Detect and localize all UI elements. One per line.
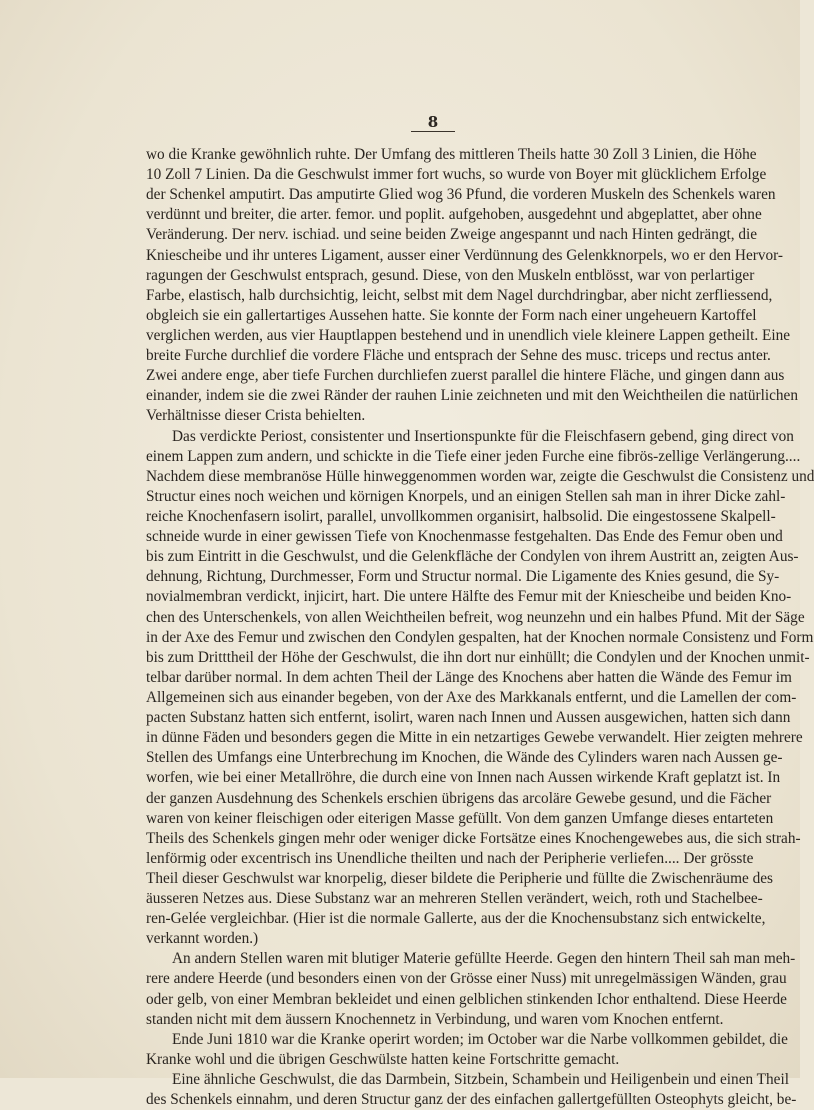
text-line: Kranke wohl und die übrigen Geschwülste hatten keine Fortschritte gemacht.	[146, 1050, 620, 1068]
text-line: Nachdem diese membranöse Hülle hinweggenommen worden war, zeigte die Geschwulst die Consistenz und	[146, 467, 814, 485]
text-line: verkannt worden.)	[146, 930, 259, 948]
page-number: 8	[411, 114, 455, 132]
text-line: waren von keiner fleischigen oder eiterigen Masse gefüllt. Von dem ganzen Umfange dieses entarteten	[146, 809, 774, 827]
text-line: standen nicht mit dem äussern Knochennetz in Verbindung, und waren vom Knochen entfernt.	[146, 1010, 724, 1028]
text-line: in dünne Fäden und besonders gegen die Mitte in ein netzartiges Gewebe verwandelt. Hier zeigten mehrere	[146, 729, 803, 747]
text-line: Zwei andere enge, aber tiefe Furchen durchliefen zuerst parallel die hintere Fläche, und gingen dann aus	[146, 367, 785, 385]
text-line: 10 Zoll 7 Linien. Da die Geschwulst immer fort wuchs, so wurde von Boyer mit glücklichem Erfolge	[146, 166, 767, 184]
text-line: verglichen werden, aus vier Hauptlappen bestehend und in unendlich viele kleinere Lappen getheilt. Eine	[146, 326, 791, 344]
text-line: worfen, wie bei einer Metallröhre, die durch eine von Innen nach Aussen wirkende Kraft geplatzt ist. In	[146, 769, 781, 787]
text-line: telbar darüber normal. In dem achten Theil der Länge des Knochens aber hatten die Wände des Femur im	[146, 668, 792, 686]
text-line: An andern Stellen waren mit blutiger Materie gefüllte Heerde. Gegen den hintern Theil sah man meh-	[172, 950, 796, 968]
text-line: lenförmig oder excentrisch ins Unendliche theilten und nach der Peripherie verliefen.... Der grösste	[146, 849, 754, 867]
text-line: ragungen der Geschwulst entsprach, gesund. Diese, von den Muskeln entblösst, war von perlartiger	[146, 266, 755, 284]
text-line: Das verdickte Periost, consistenter und Insertionspunkte für die Fleischfasern gebend, ging direct von	[172, 427, 794, 445]
text-line: Stellen des Umfangs eine Unterbrechung im Knochen, die Wände des Cylinders waren nach Aussen ge-	[146, 749, 783, 767]
text-line: oder gelb, von einer Membran bekleidet und einen gelblichen stinkenden Ichor enthaltend. Diese Heerde	[146, 990, 787, 1008]
text-line: bis zum Dritttheil der Höhe der Geschwulst, die ihn dort nur einhüllt; die Condylen und der Knochen unmit-	[146, 648, 810, 666]
text-line: der ganzen Ausdehnung des Schenkels erschien übrigens das arcoläre Gewebe gesund, und die Fächer	[146, 789, 772, 807]
text-line: in der Axe des Femur und zwischen den Condylen gespalten, hat der Knochen normale Consistenz und Form	[146, 628, 814, 646]
text-line: einander, indem sie die zwei Ränder der rauhen Linie zeichneten und mit den Weichtheilen die natürlichen	[146, 387, 798, 405]
body-text	[146, 145, 814, 1110]
text-line: bis zum Eintritt in die Geschwulst, und die Gelenkfläche der Condylen von ihrem Austritt an, zeigten Aus-	[146, 548, 799, 566]
text-line: Theils des Schenkels gingen mehr oder weniger dicke Fortsätze eines Knochengewebes aus, die sich strah-	[146, 829, 801, 847]
text-line: breite Furche durchlief die vordere Fläche und entsprach der Sehne des musc. triceps und rectus anter.	[146, 347, 771, 365]
text-line: wo die Kranke gewöhnlich ruhte. Der Umfang des mittleren Theils hatte 30 Zoll 3 Linien, die Höhe	[146, 146, 757, 163]
text-line: reiche Knochenfasern isolirt, parallel, unvollkommen organisirt, halbsolid. Die eingestossene Skalpell-	[146, 507, 776, 525]
text-line: Verhältnisse dieser Crista behielten.	[146, 407, 366, 425]
text-line: novialmembran verdickt, injicirt, hart. Die untere Hälfte des Femur mit der Kniescheibe und beiden Kno-	[146, 588, 792, 606]
text-line: äusseren Netzes aus. Diese Substanz war an mehreren Stellen verändert, weich, roth und Stachelbee-	[146, 890, 763, 908]
text-line: Kniescheibe und ihr unteres Ligament, ausser einer Verdünnung des Gelenkknorpels, wo er den Hervor-	[146, 246, 784, 264]
text-line: rere andere Heerde (und besonders einen von der Grösse einer Nuss) mit unregelmässigen Wänden, grau	[146, 970, 787, 988]
text-line: Eine ähnliche Geschwulst, die das Darmbein, Sitzbein, Schambein und Heiligenbein und einen Theil	[172, 1071, 789, 1089]
text-line: Theil dieser Geschwulst war knorpelig, dieser bildete die Peripherie und füllte die Zwischenräume des	[146, 869, 773, 887]
text-line: ren-Gelée vergleichbar. (Hier ist die normale Gallerte, aus der die Knochensubstanz sich entwickelte,	[146, 910, 766, 928]
text-line: Allgemeinen sich aus einander begeben, von der Axe des Markkanals entfernt, und die Lamellen der com-	[146, 688, 797, 706]
text-line: Ende Juni 1810 war die Kranke operirt worden; im October war die Narbe vollkommen gebildet, die	[172, 1030, 788, 1048]
text-line: chen des Unterschenkels, von allen Weichtheilen befreit, wog neunzehn und ein halbes Pfund. Mit der Säge	[146, 608, 805, 626]
text-line: Structur eines noch weichen und körnigen Knorpels, und an einigen Stellen sah man in ihrer Dicke zahl-	[146, 487, 786, 505]
text-line: obgleich sie ein gallertartiges Aussehen hatte. Sie konnte der Form nach einer ungeheuern Kartoffel	[146, 306, 757, 324]
text-line: schneide wurde in einer gewissen Tiefe von Knochenmasse festgehalten. Das Ende des Femur oben und	[146, 528, 783, 546]
text-line: verdünnt und breiter, die arter. femor. und poplit. aufgehoben, ausgedehnt und abgeplattet, aber ohne	[146, 206, 762, 224]
text-line: dehnung, Richtung, Durchmesser, Form und Structur normal. Die Ligamente des Knies gesund, die Sy-	[146, 568, 780, 586]
text-line: pacten Substanz hatten sich entfernt, isolirt, waren nach Innen und Aussen ausgewichen, hatten sich dann	[146, 709, 791, 727]
text-line: Farbe, elastisch, halb durchsichtig, leicht, selbst mit dem Nagel durchdringbar, aber nicht zerfliessend,	[146, 286, 773, 304]
text-line: der Schenkel amputirt. Das amputirte Glied wog 36 Pfund, die vorderen Muskeln des Schenkels waren	[146, 186, 776, 204]
text-line: des Schenkels einnahm, und deren Structur ganz der des einfachen gallertgefüllten Osteophyts gleicht, be-	[146, 1091, 797, 1109]
text-line: Veränderung. Der nerv. ischiad. und seine beiden Zweige angespannt und nach Hinten gedrängt, die	[146, 226, 758, 244]
text-line: einem Lappen zum andern, und schickte in die Tiefe einer jeden Furche eine fibrös-zellige Verlängerung....	[146, 447, 801, 465]
